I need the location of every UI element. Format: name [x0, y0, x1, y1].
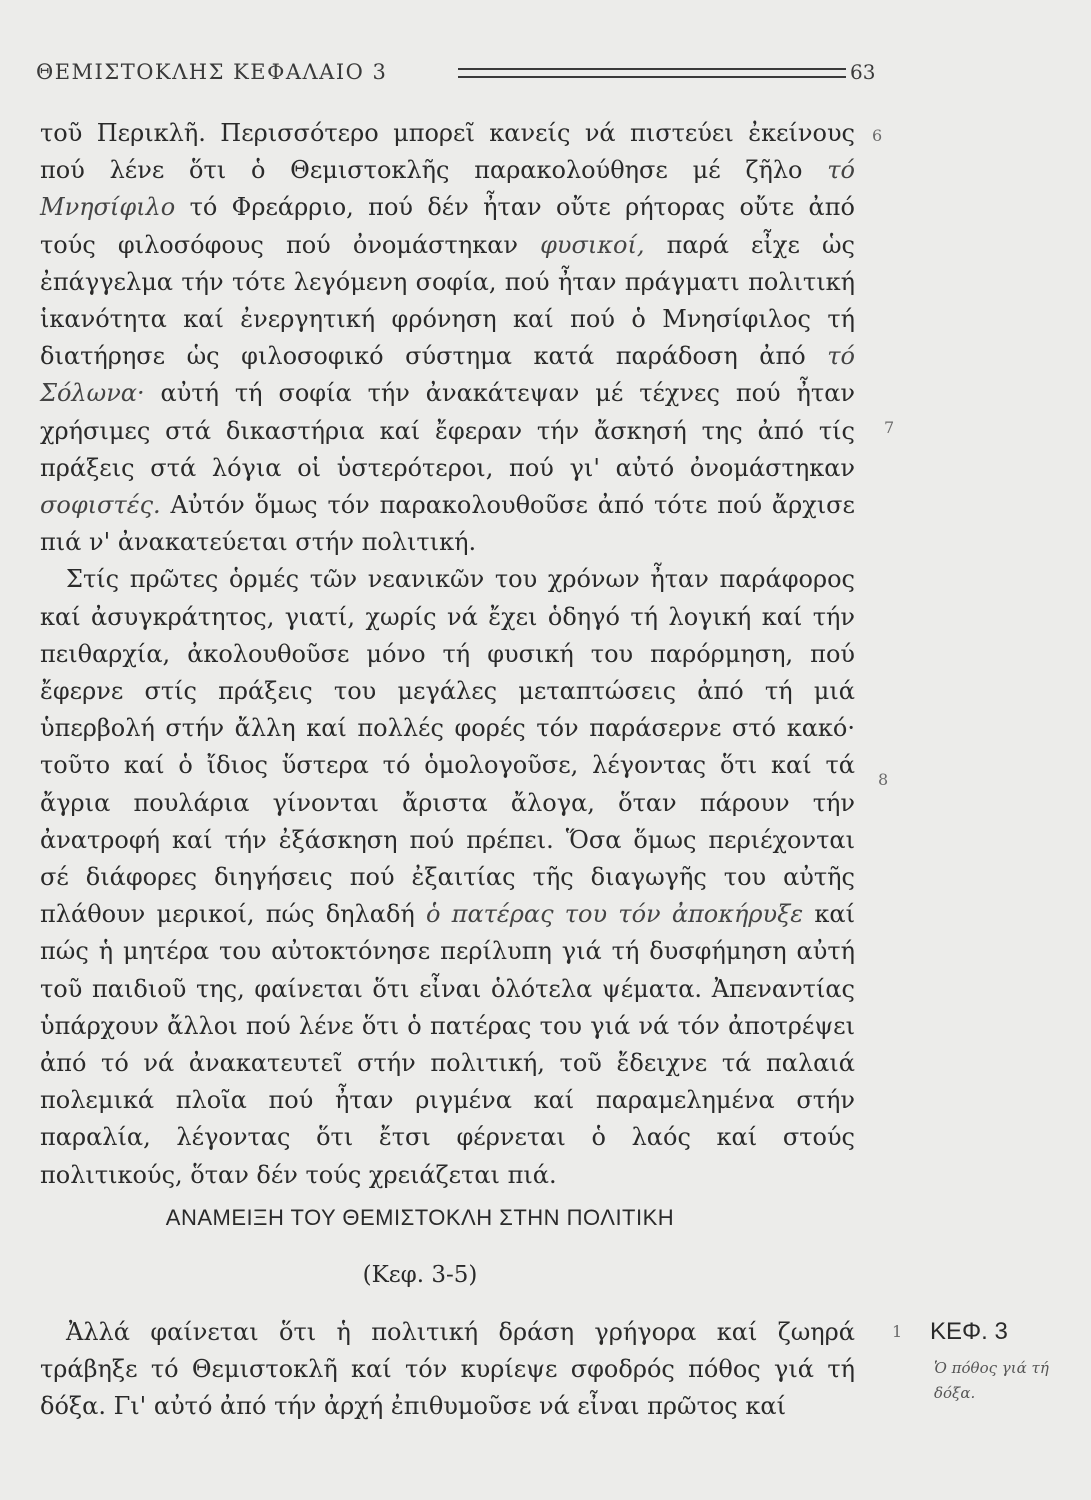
paragraph-2 — [40, 561, 855, 1193]
p1-italic-mnesiphilos: τό Μνησίφιλο — [40, 156, 855, 222]
p1-text-4: αὐτή τή σοφία τήν ἀνακάτεψαν μέ τέχνες πού ἦταν χρήσιμες στά δικαστήρια καί ἔφεραν τήν ἄσκησή της ἀπό τίς πράξεις στά λόγια οἱ ὑστερότεροι, πού γι' αὐτό ὀνομάστηκαν — [40, 379, 855, 482]
p1-italic-solon: τό Σόλωνα· — [40, 342, 855, 408]
running-title: ΘΕΜΙΣΤΟΚΛΗΣ ΚΕΦΑΛΑΙΟ 3 — [36, 60, 388, 84]
p2-italic-disowned: ὁ πατέρας του τόν ἀποκήρυξε — [426, 900, 804, 929]
p1-italic-physikoi: φυσικοί, — [540, 230, 645, 259]
p1-text-2: τό Φρεάρριο, πού δέν ἦταν οὔτε ρήτορας οὔτε ἀπό τούς φιλοσόφους πού ὀνομάστηκαν — [40, 193, 855, 259]
header-double-rule — [458, 68, 846, 78]
margin-chapter-label: ΚΕΦ. 3 — [930, 1318, 1008, 1345]
margin-number-8: 8 — [878, 770, 889, 789]
chapter-opening-paragraph: Ἀλλά φαίνεται ὅτι ἡ πολιτική δράση γρήγορα καί ζωηρά τράβηξε τό Θεμιστοκλῆ καί τόν κυρίεψε σφοδρός πόθος γιά τή δόξα. Γι' αὐτό ἀπό τήν ἀρχή ἐπιθυμοῦσε νά εἶναι πρῶτος καί — [40, 1318, 855, 1421]
section-heading: ΑΝΑΜΕΙΞΗ ΤΟΥ ΘΕΜΙΣΤΟΚΛΗ ΣΤΗΝ ΠΟΛΙΤΙΚΗ — [165, 1205, 675, 1230]
p1-italic-sophists: σοφιστές. — [40, 491, 161, 520]
p2-text-1: Στίς πρῶτες ὁρμές τῶν νεανικῶν του χρόνων ἦταν παράφορος καί ἀσυγκράτητος, γιατί, χωρίς νά ἔχει ὁδηγό τή λογική καί τήν πειθαρχία, ἀκολουθοῦσε μόνο τή φυσική του παρόρμηση, πού ἔφερνε στίς πράξεις του μεγάλες μεταπτώσεις ἀπό τή μιά ὑπερβολή στήν ἄλλη καί πολλές φορές τόν παράσερνε στό κακό· τοῦτο καί ὁ ἴδιος ὕστερα τό ὁμολογοῦσε, λέγοντας ὅτι καί τά ἄγρια πουλάρια γίνονται ἄριστα ἄλογα, ὅταν πάρουν τήν ἀνατροφή καί τήν ἐξάσκηση πού πρέπει. Ὅσα ὅμως περιέχονται σέ διάφορες διηγήσεις πού ἐξαιτίας τῆς διαγωγῆς του αὐτῆς πλάθουν μερικοί, πώς δηλαδή — [40, 565, 855, 929]
p1-text-5: Αὐτόν ὅμως τόν παρακολουθοῦσε ἀπό τότε πού ἄρχισε πιά ν' ἀνακατεύεται στήν πολιτική. — [40, 491, 855, 557]
section-subheading: (Κεφ. 3-5) — [362, 1262, 478, 1288]
p2-text-2: καί πώς ἡ μητέρα του αὐτοκτόνησε περίλυπη γιά τή δυσφήμηση αὐτή τοῦ παιδιοῦ της, φαίνεται ὅτι εἶναι ὁλότελα ψέματα. Ἀπεναντίας ὑπάρχουν ἄλλοι πού λένε ὅτι ὁ πατέρας του γιά νά τόν ἀποτρέψει ἀπό τό νά ἀνακατευτεῖ στήν πολιτική, τοῦ ἔδειχνε τά παλαιά πολεμικά πλοῖα πού ἦταν ριγμένα καί παραμελημένα στήν παραλία, λέγοντας ὅτι ἔτσι φέρνεται ὁ λαός καί στούς πολιτικούς, ὅταν δέν τούς χρειάζεται πιά. — [40, 900, 855, 1189]
paragraph-1 — [40, 115, 855, 561]
margin-number-6: 6 — [872, 126, 883, 145]
margin-number-1: 1 — [892, 1322, 903, 1341]
margin-number-7: 7 — [884, 418, 895, 437]
page-number: 63 — [850, 60, 876, 84]
running-header — [36, 60, 876, 90]
body-text — [40, 115, 855, 1194]
p1-text-3: παρά εἶχε ὡς ἐπάγγελμα τήν τότε λεγόμενη σοφία, πού ἦταν πράγματι πολιτική ἱκανότητα καί ἐνεργητική φρόνηση καί πού ὁ Μνησίφιλος τή διατήρησε ὡς φιλοσοφικό σύστημα κατά παράδοση ἀπό — [40, 230, 855, 371]
p1-text-1: τοῦ Περικλῆ. Περισσότερο μπορεῖ κανείς νά πιστεύει ἐκείνους πού λένε ὅτι ὁ Θεμιστοκλῆς παρακολούθησε μέ ζῆλο — [40, 119, 855, 185]
margin-note: Ὁ πόθος γιά τή δόξα. — [934, 1359, 1049, 1402]
